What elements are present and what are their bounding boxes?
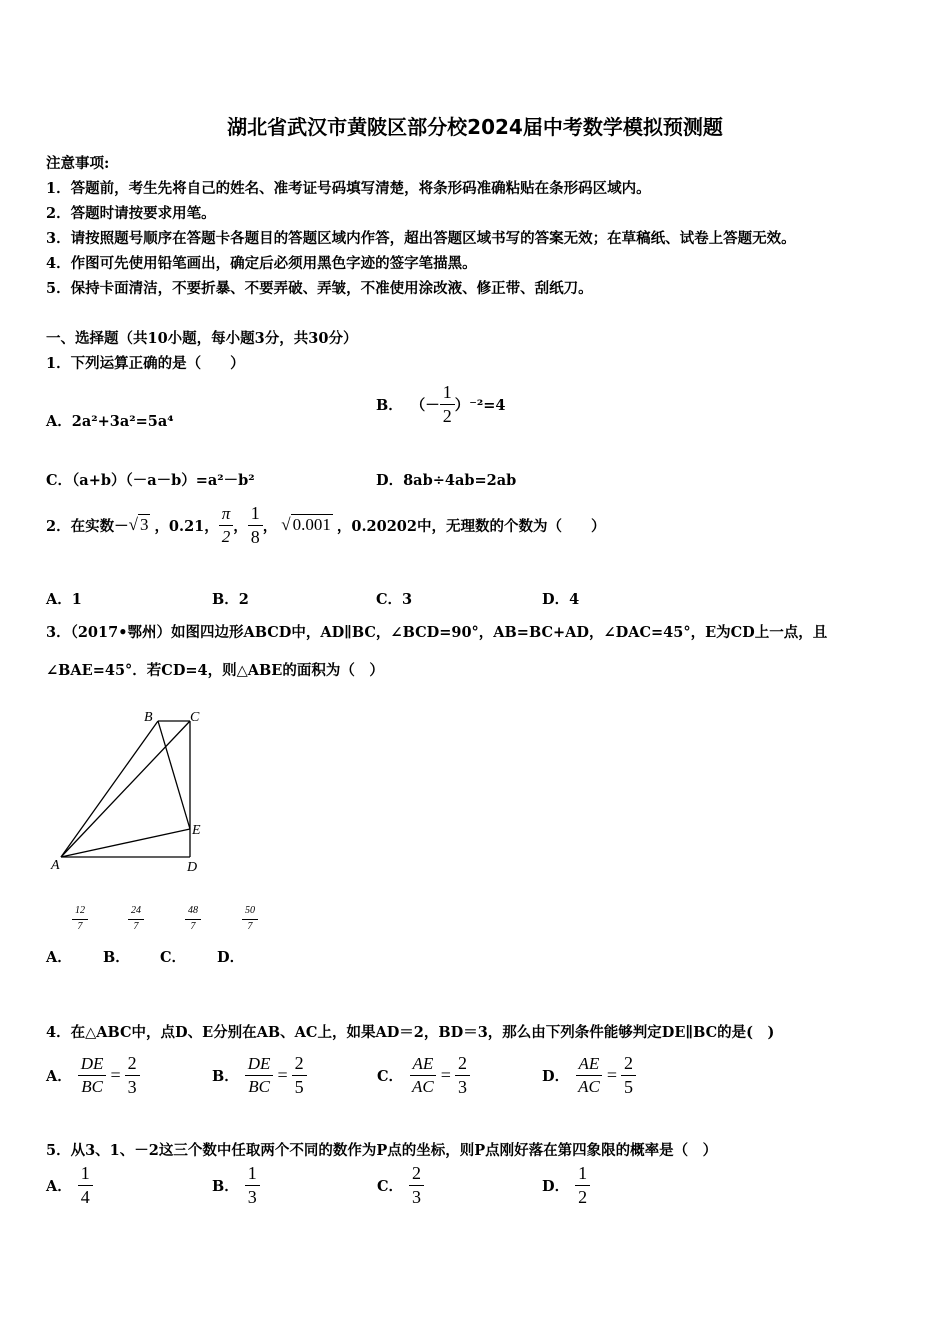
point-label-a: A	[51, 858, 60, 873]
q3-stem-line2: ∠BAE=45°．若CD=4，则△ABE的面积为（ ）	[46, 662, 384, 679]
q5-option-d	[542, 1164, 590, 1207]
q4-c-ld: AC	[412, 1076, 434, 1096]
q1-b-den: 2	[442, 405, 452, 426]
q4-b-label: B．	[212, 1067, 239, 1085]
q3-choice-b-fraction	[128, 906, 144, 932]
q5-a-num: 1	[78, 1164, 93, 1186]
q5-c-num: 2	[409, 1164, 424, 1186]
q1-option-c	[46, 469, 255, 490]
q4-c-rn: 2	[455, 1054, 470, 1076]
section-heading: 一、选择题（共10小题，每小题3分，共30分）	[46, 330, 358, 347]
q1-b-num: 1	[440, 383, 455, 405]
q2-pi-fraction	[219, 505, 234, 546]
q2-option-b: B．2	[212, 591, 249, 608]
q3-choice-c-fraction	[185, 906, 201, 932]
q3-b-den: 7	[133, 920, 139, 932]
q4-b-eq: =	[277, 1064, 288, 1085]
q4-option-d	[542, 1054, 636, 1097]
q4-stem: 4．在△ABC中，点D、E分别在AB、AC上，如果AD＝2，BD＝3，那么由下列条件能够判定DE∥BC的是( )	[46, 1024, 775, 1041]
q1-option-a	[46, 410, 174, 431]
q3-label-a: A．	[46, 949, 72, 966]
q3-label-b: B．	[103, 949, 130, 966]
q2-stem	[46, 504, 605, 547]
q3-choice-d-fraction	[242, 906, 258, 932]
q2-sqrt001: √ 0.001	[281, 515, 331, 535]
q2-option-a: A．1	[46, 591, 82, 608]
q1-b-pre: （－	[410, 396, 440, 414]
q5-a-label: A．	[46, 1177, 72, 1195]
segment-ae	[61, 829, 190, 857]
q3-d-den: 7	[247, 920, 253, 932]
q3-label-d: D．	[217, 949, 245, 966]
q4-c-rd: 3	[457, 1076, 467, 1097]
q1-d-text: 8ab÷4ab=2ab	[403, 472, 517, 489]
q5-option-c	[377, 1164, 424, 1207]
segment-ab	[61, 721, 158, 857]
q1-option-d	[376, 469, 516, 490]
notice-item-3: 3．请按照题号顺序在答题卡各题目的答题区域内作答，超出答题区域书写的答案无效；在草稿纸、试卷上答题无效。	[46, 230, 796, 247]
q3-a-den: 7	[77, 920, 83, 932]
q1-b-post: ）⁻²=4	[454, 396, 506, 414]
q3-a-num: 12	[72, 906, 88, 920]
q4-c-label: C．	[377, 1067, 404, 1085]
q5-d-den: 2	[578, 1186, 588, 1207]
notice-item-4: 4．作图可先使用铅笔画出，确定后必须用黑色字迹的签字笔描黑。	[46, 255, 477, 272]
q1-option-b	[376, 383, 506, 426]
q3-c-num: 48	[185, 906, 201, 920]
notice-item-1: 1．答题前，考生先将自己的姓名、准考证号码填写清楚，将条形码准确粘贴在条形码区域内。	[46, 180, 651, 197]
q4-d-ld: AC	[578, 1076, 600, 1096]
q4-b-rd: 5	[294, 1076, 304, 1097]
q4-c-ln: AE	[410, 1055, 437, 1076]
q4-b-ln: DE	[245, 1055, 274, 1076]
q3-d-num: 50	[242, 906, 258, 920]
q2-pi-den: 2	[221, 526, 231, 546]
q2-stem-start: 2．在实数－	[46, 517, 129, 535]
q1-b-label: B．	[376, 396, 403, 414]
q5-b-label: B．	[212, 1177, 239, 1195]
notice-item-2: 2．答题时请按要求用笔。	[46, 205, 216, 222]
q2-f-den: 8	[250, 526, 260, 547]
q4-a-label: A．	[46, 1067, 72, 1085]
q2-sep3: ，	[262, 517, 278, 535]
q4-a-eq: =	[110, 1064, 121, 1085]
point-label-e: E	[192, 823, 201, 838]
q2-sep2: ，	[233, 517, 248, 535]
q5-stem: 5．从3、1、－2这三个数中任取两个不同的数作为P点的坐标，则P点刚好落在第四象限的概率是（ ）	[46, 1142, 718, 1159]
q4-a-ld: BC	[81, 1076, 103, 1096]
q3-geometry-figure	[40, 700, 220, 880]
q2-option-d: D．4	[542, 591, 580, 608]
q1-a-label: A．	[46, 413, 72, 430]
q5-a-den: 4	[80, 1186, 90, 1207]
q4-d-eq: =	[606, 1064, 617, 1085]
point-label-d: D	[187, 860, 198, 875]
q4-option-c	[377, 1054, 470, 1097]
q5-option-a	[46, 1164, 93, 1207]
q1-stem: 1．下列运算正确的是（ ）	[46, 355, 245, 372]
q3-label-c: C．	[160, 949, 187, 966]
q4-a-ln: DE	[78, 1055, 107, 1076]
q5-b-num: 1	[245, 1164, 260, 1186]
q4-c-eq: =	[440, 1064, 451, 1085]
q2-sqrt001-radicand: 0.001	[292, 515, 331, 535]
q1-b-fraction	[440, 383, 455, 426]
q4-option-a	[46, 1054, 140, 1097]
q2-pi-num: π	[219, 505, 234, 526]
page-title: 湖北省武汉市黄陂区部分校2024届中考数学模拟预测题	[227, 115, 723, 139]
q4-b-ld: BC	[248, 1076, 270, 1096]
q4-d-rn: 2	[621, 1054, 636, 1076]
q2-sqrt3: √ 3	[128, 515, 149, 535]
q3-choice-a-fraction	[72, 906, 88, 932]
q1-a-text: 2a²+3a²=5a⁴	[71, 413, 174, 430]
q5-d-num: 1	[575, 1164, 590, 1186]
q4-d-ln: AE	[576, 1055, 603, 1076]
notice-item-5: 5．保持卡面清洁，不要折暴、不要弄破、弄皱，不准使用涂改液、修正带、刮纸刀。	[46, 280, 593, 297]
q1-c-text: （a+b）（－a－b）=a²－b²	[72, 472, 255, 489]
q2-sep1: ，0.21，	[154, 517, 219, 535]
q4-option-b	[212, 1054, 307, 1097]
q1-d-label: D．	[376, 472, 404, 489]
point-label-c: C	[190, 710, 200, 725]
q3-b-num: 24	[128, 906, 144, 920]
notice-heading: 注意事项:	[46, 155, 110, 172]
q2-sqrt3-radicand: 3	[139, 515, 149, 535]
q4-b-rn: 2	[292, 1054, 307, 1076]
q5-b-den: 3	[247, 1186, 257, 1207]
q2-f-num: 1	[248, 504, 263, 526]
q4-a-rn: 2	[125, 1054, 140, 1076]
q4-a-rd: 3	[127, 1076, 137, 1097]
point-label-b: B	[144, 710, 153, 725]
segment-ac	[61, 721, 190, 857]
q3-c-den: 7	[190, 920, 196, 932]
q5-c-den: 3	[412, 1186, 422, 1207]
q1-c-label: C．	[46, 472, 73, 489]
q3-stem-line1: 3．（2017•鄂州）如图四边形ABCD中，AD∥BC，∠BCD=90°，AB=BC+AD，∠DAC=45°，E为CD上一点，且	[46, 624, 828, 641]
q5-d-label: D．	[542, 1177, 570, 1195]
q2-option-c: C．3	[376, 591, 413, 608]
q5-c-label: C．	[377, 1177, 404, 1195]
q4-d-label: D．	[542, 1067, 570, 1085]
q4-d-rd: 5	[623, 1076, 633, 1097]
q5-option-b	[212, 1164, 260, 1207]
q2-eighth-fraction	[248, 504, 263, 547]
q2-stem-end: ，0.20202中，无理数的个数为（ ）	[336, 517, 606, 535]
